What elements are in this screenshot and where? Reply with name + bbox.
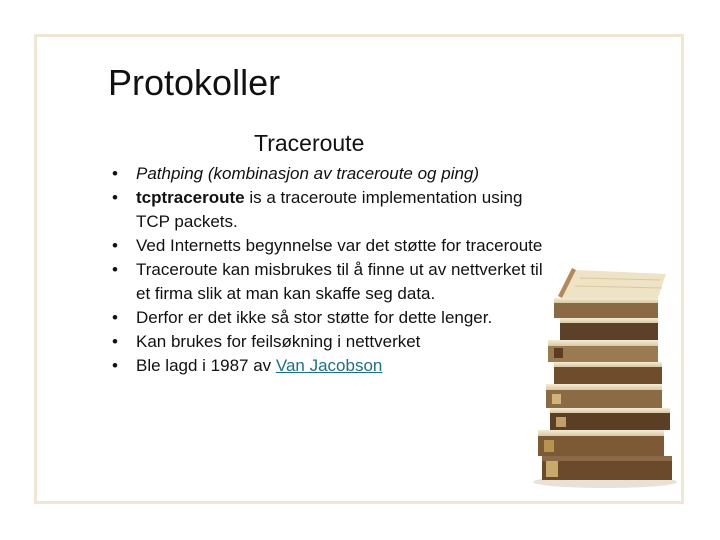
van-jacobson-link[interactable]: Van Jacobson (275, 356, 383, 375)
bullet-item (112, 306, 552, 330)
bullet-text-pathping: Pathping (kombinasjon av traceroute og ping) (136, 164, 480, 183)
bullet-dot: • (112, 164, 118, 183)
bullet-item (112, 234, 552, 258)
bullet-text-internett: Ved Internetts begynnelse var det støtte for traceroute (136, 236, 543, 255)
bullet-dot: • (112, 188, 118, 207)
bullet-list (112, 162, 552, 378)
book-stack-illustration (520, 260, 680, 490)
bullet-item (112, 354, 552, 378)
bullet-item (112, 258, 552, 306)
bullet-dot: • (112, 236, 118, 255)
bullet-item (112, 186, 552, 234)
bullet-item (112, 162, 552, 186)
bullet-dot: • (112, 308, 118, 327)
bullet-text-stotte: Derfor er det ikke så stor støtte for dette lenger. (136, 308, 493, 327)
bullet-dot: • (112, 332, 118, 351)
bullet-text-laget: Ble lagd i 1987 av (136, 356, 276, 375)
bullet-dot: • (112, 356, 118, 375)
bullet-text-feilsokning: Kan brukes for feilsøkning i nettverket (136, 332, 421, 351)
bullet-text-tcptraceroute: is a traceroute implementation using TCP packets. (136, 188, 523, 231)
bullet-text-misbruk: Traceroute kan misbrukes til å finne ut av nettverket til et firma slik at man kan skaffe seg data. (136, 260, 543, 303)
slide-title: Protokoller (108, 62, 281, 103)
bullet-text-tcptraceroute-bold: tcptraceroute (136, 188, 245, 207)
bullet-dot: • (112, 260, 118, 279)
slide-subtitle: Traceroute (254, 130, 365, 156)
bullet-item (112, 330, 552, 354)
